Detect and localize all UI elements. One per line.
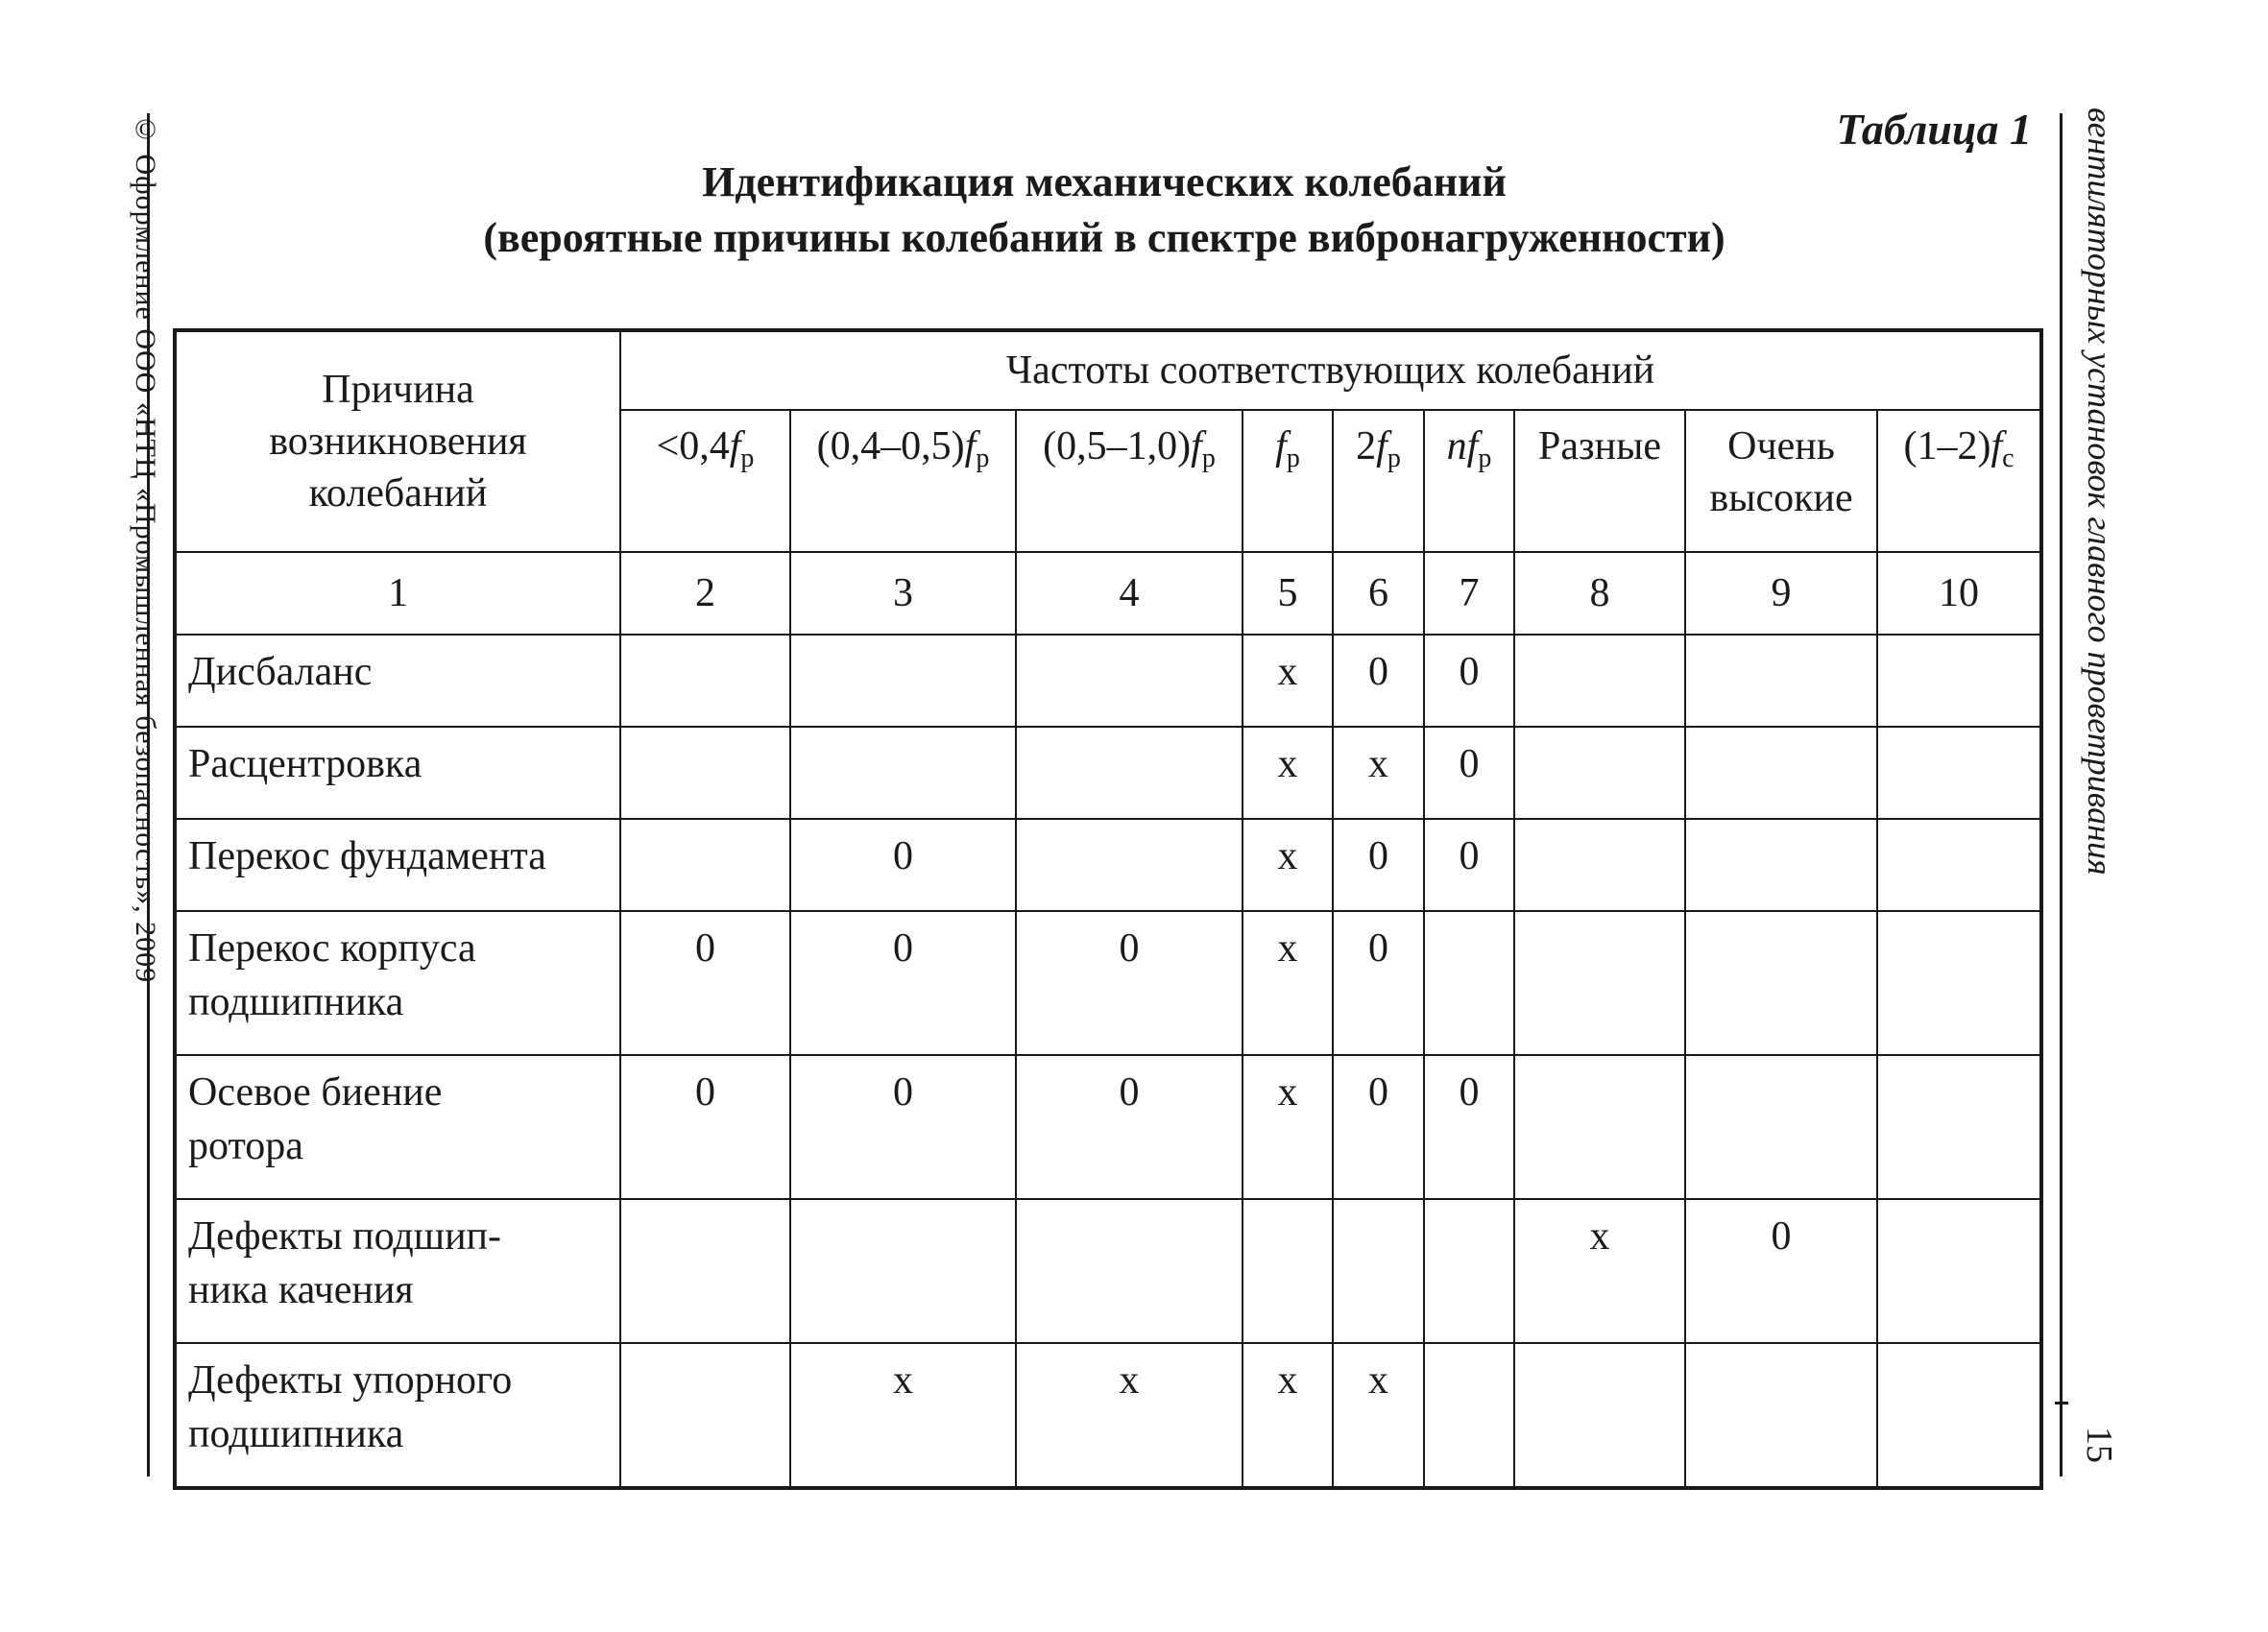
mark-cell: 0: [790, 911, 1016, 1055]
mark-cell: [1514, 635, 1685, 727]
mark-cell: 0: [1333, 819, 1424, 911]
mark-cell: [1514, 819, 1685, 911]
frequency-column-header: [1333, 410, 1424, 552]
reason-header-cell: [175, 330, 620, 552]
mark-cell: [1333, 1199, 1424, 1343]
frequency-variable: nf: [1446, 424, 1479, 468]
right-margin-rule: [2060, 113, 2063, 1476]
mark-cell: 0: [790, 819, 1016, 911]
mark-cell: [1514, 1055, 1685, 1199]
frequency-column-header: [620, 410, 790, 552]
mark-cell: 0: [620, 911, 790, 1055]
reason-text-line: Расцентровка: [188, 742, 422, 786]
frequency-subscript: р: [1387, 444, 1401, 473]
vibration-identification-table: [173, 328, 2039, 1490]
frequency-prefix: <0,4: [656, 424, 730, 468]
mark-cell: х: [790, 1343, 1016, 1488]
mark-cell: х: [1243, 727, 1333, 819]
frequency-column-header: [790, 410, 1016, 552]
mark-cell: [1877, 819, 2041, 911]
reason-cell: [175, 1055, 620, 1199]
frequency-variable: f: [1991, 424, 2003, 468]
column-number-cell: 8: [1514, 552, 1685, 635]
mark-cell: [1685, 1343, 1877, 1488]
column-number-cell: 3: [790, 552, 1016, 635]
table-row: [175, 727, 2041, 819]
reason-text-line: Дефекты подшип-: [188, 1214, 502, 1259]
reason-text-line: подшипника: [188, 1412, 404, 1456]
mark-cell: [620, 727, 790, 819]
frequency-variable: f: [1376, 424, 1387, 468]
mark-cell: 0: [1333, 1055, 1424, 1199]
reason-cell: [175, 1343, 620, 1488]
mark-cell: [1514, 1343, 1685, 1488]
mark-cell: 0: [1424, 727, 1514, 819]
mark-cell: 0: [1685, 1199, 1877, 1343]
mark-cell: 0: [1424, 1055, 1514, 1199]
mark-cell: х: [1243, 635, 1333, 727]
reason-text-line: Осевое биение: [188, 1070, 443, 1115]
column-number-cell: 2: [620, 552, 790, 635]
mark-cell: [1685, 911, 1877, 1055]
page-number: 15: [2079, 1427, 2119, 1463]
column-number-cell: 9: [1685, 552, 1877, 635]
mark-cell: [1685, 727, 1877, 819]
table-row: [175, 1055, 2041, 1199]
mark-cell: 0: [1424, 635, 1514, 727]
table-row: [175, 1343, 2041, 1488]
table-row: [175, 1199, 2041, 1343]
mark-cell: [790, 635, 1016, 727]
reason-text-line: Перекос фундамента: [188, 834, 546, 878]
mark-cell: 0: [1016, 1055, 1243, 1199]
frequency-group-header: Частоты соответствующих колебаний: [620, 330, 2041, 410]
mark-cell: [1424, 1199, 1514, 1343]
running-title: вентиляторных установок главного проветривания: [2081, 108, 2119, 876]
frequency-column-header: [1016, 410, 1243, 552]
mark-cell: х: [1243, 1343, 1333, 1488]
column-number-cell: 7: [1424, 552, 1514, 635]
mark-cell: [620, 1343, 790, 1488]
frequency-column-header: [1685, 410, 1877, 552]
mark-cell: [1877, 635, 2041, 727]
frequency-subscript: р: [1201, 444, 1216, 473]
frequency-column-header: [1514, 410, 1685, 552]
column-number-cell: 10: [1877, 552, 2041, 635]
reason-header-line: Причина: [322, 368, 474, 412]
header-row-1: [175, 330, 2041, 410]
mark-cell: [1016, 819, 1243, 911]
frequency-column-header: [1877, 410, 2041, 552]
reason-text-line: ротора: [188, 1124, 303, 1168]
column-number-cell: 1: [175, 552, 620, 635]
frequency-column-header: [1424, 410, 1514, 552]
reason-header-line: колебаний: [308, 471, 488, 516]
reason-header-line: возникновения: [269, 420, 527, 464]
table-grid: [173, 328, 2043, 1490]
frequency-subscript: с: [2002, 444, 2015, 473]
reason-cell: [175, 727, 620, 819]
mark-cell: [620, 635, 790, 727]
table-title-line-2: (вероятные причины колебаний в спектре вибронагруженности): [483, 214, 1725, 261]
mark-cell: 0: [790, 1055, 1016, 1199]
frequency-variable: f: [1275, 424, 1287, 468]
table-title-line-1: Идентификация механических колебаний: [702, 158, 1507, 205]
reason-text-line: подшипника: [188, 980, 404, 1024]
column-number-cell: 4: [1016, 552, 1243, 635]
mark-cell: х: [1243, 911, 1333, 1055]
frequency-variable: f: [964, 424, 977, 468]
column-number-row: [175, 552, 2041, 635]
reason-cell: [175, 819, 620, 911]
mark-cell: [1424, 1343, 1514, 1488]
reason-cell: [175, 911, 620, 1055]
frequency-variable: f: [1191, 424, 1202, 468]
mark-cell: [1243, 1199, 1333, 1343]
reason-cell: [175, 635, 620, 727]
mark-cell: [1685, 819, 1877, 911]
mark-cell: [1877, 911, 2041, 1055]
table-row: [175, 911, 2041, 1055]
frequency-variable: f: [729, 424, 741, 468]
column-number-cell: 6: [1333, 552, 1424, 635]
mark-cell: 0: [1016, 911, 1243, 1055]
column-number-cell: 5: [1243, 552, 1333, 635]
frequency-label-line: Очень: [1727, 424, 1835, 468]
mark-cell: х: [1243, 819, 1333, 911]
mark-cell: [790, 1199, 1016, 1343]
reason-text-line: Перекос корпуса: [188, 926, 476, 971]
mark-cell: [1016, 727, 1243, 819]
frequency-subscript: р: [740, 444, 755, 473]
mark-cell: 0: [1333, 911, 1424, 1055]
frequency-prefix: (1–2): [1903, 424, 1991, 468]
frequency-label: Разные: [1538, 424, 1661, 468]
mark-cell: х: [1514, 1199, 1685, 1343]
mark-cell: [1514, 911, 1685, 1055]
mark-cell: [1685, 1055, 1877, 1199]
mark-cell: [1424, 911, 1514, 1055]
reason-text-line: Дисбаланс: [188, 650, 373, 694]
mark-cell: 0: [1333, 635, 1424, 727]
table-label: Таблица 1: [1836, 105, 2032, 154]
mark-cell: [1514, 727, 1685, 819]
mark-cell: [620, 1199, 790, 1343]
mark-cell: [1016, 635, 1243, 727]
mark-cell: [620, 819, 790, 911]
mark-cell: х: [1016, 1343, 1243, 1488]
mark-cell: х: [1333, 1343, 1424, 1488]
frequency-subscript: р: [1478, 444, 1492, 473]
frequency-prefix: (0,4–0,5): [816, 424, 965, 468]
mark-cell: 0: [620, 1055, 790, 1199]
frequency-prefix: 2: [1356, 424, 1377, 468]
page-number-divider: [2055, 1402, 2068, 1404]
mark-cell: х: [1243, 1055, 1333, 1199]
mark-cell: [1877, 1343, 2041, 1488]
reason-text-line: Дефекты упорного: [188, 1358, 513, 1403]
reason-text-line: ника качения: [188, 1268, 414, 1312]
copyright-notice: © Оформление ООО «НТЦ «Промышленная безопасность», 2009: [130, 113, 161, 984]
mark-cell: [1685, 635, 1877, 727]
mark-cell: [1877, 1055, 2041, 1199]
table-row: [175, 819, 2041, 911]
reason-cell: [175, 1199, 620, 1343]
frequency-label-line: высокие: [1709, 476, 1853, 520]
mark-cell: [1877, 1199, 2041, 1343]
frequency-prefix: (0,5–1,0): [1043, 424, 1192, 468]
mark-cell: [1877, 727, 2041, 819]
table-row: [175, 635, 2041, 727]
mark-cell: [1016, 1199, 1243, 1343]
frequency-column-header: [1243, 410, 1333, 552]
frequency-subscript: р: [1286, 444, 1300, 473]
mark-cell: [790, 727, 1016, 819]
frequency-subscript: р: [976, 444, 990, 473]
mark-cell: 0: [1424, 819, 1514, 911]
mark-cell: х: [1333, 727, 1424, 819]
